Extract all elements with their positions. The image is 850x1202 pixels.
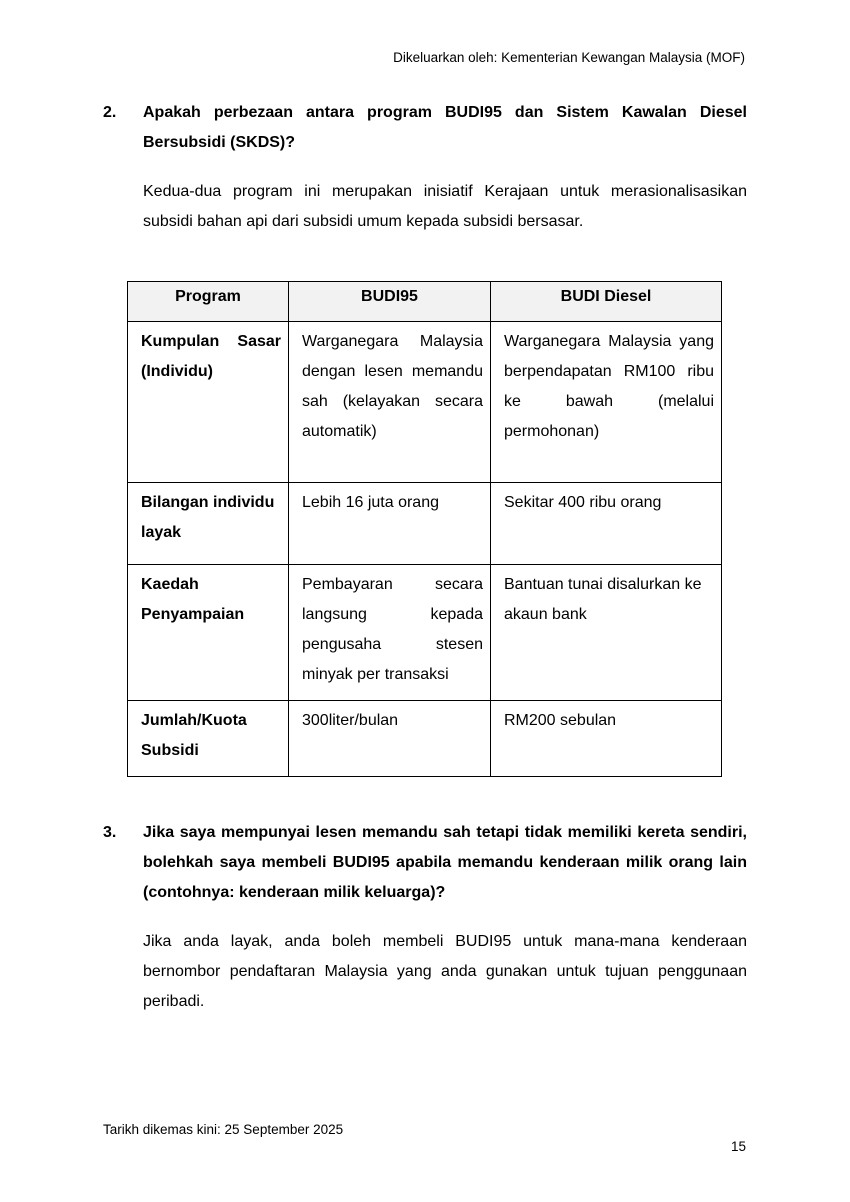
faq-question-3 [103, 818, 747, 1017]
table-row [128, 322, 722, 483]
question-text: Jika saya mempunyai lesen memandu sah tetapi tidak memiliki kereta sendiri, bolehkah saya membeli BUDI95 apabila memandu kenderaan milik orang lain (contohnya: kenderaan milik keluarga)? [143, 824, 747, 901]
cell-budi95: Warganegara Malaysia dengan lesen memandu sah (kelayakan secara automatik) [289, 322, 491, 483]
comparison-table [127, 281, 722, 777]
cell-budi95: 300liter/bulan [289, 701, 491, 777]
table-row [128, 483, 722, 565]
faq-question-2 [103, 98, 747, 237]
cell-budi95: Pembayaran secara langsung kepada pengusaha stesen minyak per transaksi [289, 565, 491, 701]
row-label: Bilangan individu layak [128, 483, 289, 565]
column-header-budi95: BUDI95 [289, 282, 491, 322]
cell-diesel: Warganegara Malaysia yang berpendapatan RM100 ribu ke bawah (melalui permohonan) [491, 322, 722, 483]
column-header-program: Program [128, 282, 289, 322]
row-label: Jumlah/Kuota Subsidi [128, 701, 289, 777]
row-label: Kumpulan Sasar (Individu) [128, 322, 289, 483]
cell-diesel: Sekitar 400 ribu orang [491, 483, 722, 565]
table-row [128, 701, 722, 777]
question-number: 3. [103, 824, 117, 841]
table-row [128, 565, 722, 701]
table-header-row [128, 282, 722, 322]
answer-text: Kedua-dua program ini merupakan inisiatif Kerajaan untuk merasionalisasikan subsidi bahan api dari subsidi umum kepada subsidi bersasar. [143, 183, 747, 230]
row-label: Kaedah Penyampaian [128, 565, 289, 701]
last-updated-date: Tarikh dikemas kini: 25 September 2025 [103, 1122, 344, 1137]
answer-text: Jika anda layak, anda boleh membeli BUDI95 untuk mana-mana kenderaan bernombor pendaftaran Malaysia yang anda gunakan untuk tujuan penggunaan peribadi. [143, 933, 747, 1010]
document-issuer: Dikeluarkan oleh: Kementerian Kewangan Malaysia (MOF) [393, 50, 745, 65]
question-text: Apakah perbezaan antara program BUDI95 dan Sistem Kawalan Diesel Bersubsidi (SKDS)? [143, 104, 747, 151]
question-number: 2. [103, 104, 117, 121]
cell-diesel: RM200 sebulan [491, 701, 722, 777]
column-header-budi-diesel: BUDI Diesel [491, 282, 722, 322]
cell-budi95: Lebih 16 juta orang [289, 483, 491, 565]
page-number: 15 [730, 1139, 746, 1154]
cell-diesel: Bantuan tunai disalurkan ke akaun bank [491, 565, 722, 701]
